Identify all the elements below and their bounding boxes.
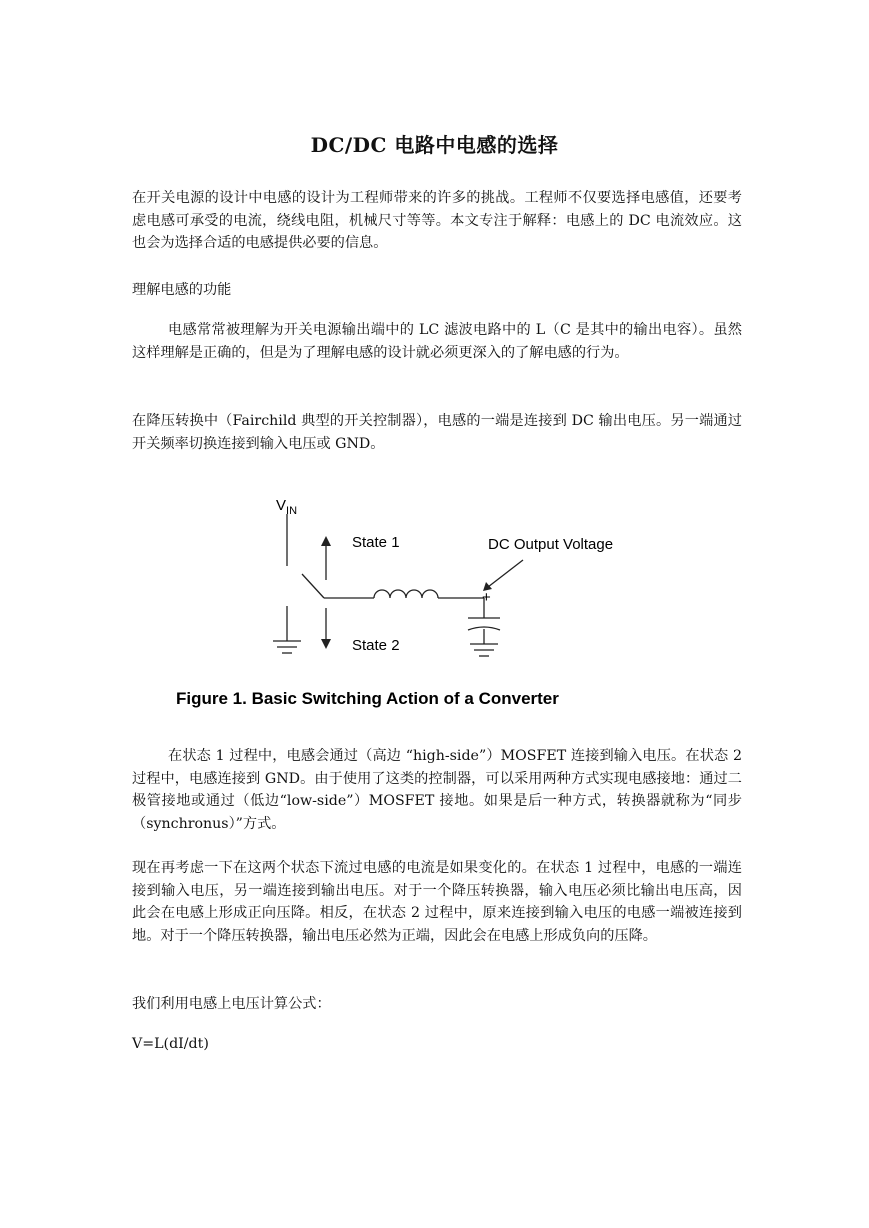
state2-label: State 2: [352, 637, 400, 654]
plus-sign: +: [482, 589, 491, 606]
formula: V=L(dI/dt): [132, 1036, 209, 1052]
switch-blade: [302, 574, 324, 598]
dc-output-label: DC Output Voltage: [488, 536, 614, 553]
paragraph-states: 在状态 1 过程中，电感会通过（高边 “high-side”）MOSFET 连接到输入电压。在状态 2 过程中，电感连接到 GND。由于使用了这类的控制器，可以采用两种方式实现电感接地：通过二极管接地或通过（低边“low-side”）MOSFET 接地。如果是后一种方式，转换器就称为“同步（synchronus）”方式。: [132, 748, 742, 832]
down-arrowhead: [321, 639, 331, 649]
switching-diagram: [176, 488, 640, 720]
vin-label: $V_{IN}$: [276, 497, 298, 517]
inductor-symbol: [374, 590, 438, 598]
output-arrow: [488, 560, 523, 587]
paragraph-formula-intro: 我们利用电感上电压计算公式：: [132, 996, 331, 1012]
state1-label: State 1: [352, 534, 400, 551]
paragraph-intro: 在开关电源的设计中电感的设计为工程师带来的许多的挑战。工程师不仅要选择电感值，还要考虑电感可承受的电流，绕线电阻，机械尺寸等等。本文专注于解释：电感上的 DC 电流效应。这也会为选择合适的电感提供必要的信息。: [132, 190, 742, 251]
paragraph-current-analysis: 现在再考虑一下在这两个状态下流过电感的电流是如果变化的。在状态 1 过程中，电感的一端连接到输入电压，另一端连接到输出电压。对于一个降压转换器，输入电压必须比输出电压高，因此会在电感上形成正向压降。相反，在状态 2 过程中，原来连接到输入电压的电感一端被连接到地。对于一个降压转换器，输出电压必然为正端，因此会在电感上形成负向的压降。: [132, 860, 742, 944]
paragraph-lc-filter: 电感常常被理解为开关电源输出端中的 LC 滤波电路中的 L（C 是其中的输出电容）。虽然这样理解是正确的，但是为了理解电感的设计就必须更深入的了解电感的行为。: [132, 322, 742, 361]
figure-caption: Figure 1. Basic Switching Action of a Converter: [176, 689, 559, 708]
paragraph-buck-conversion: 在降压转换中（Fairchild 典型的开关控制器），电感的一端是连接到 DC 输出电压。另一端通过开关频率切换连接到输入电压或 GND。: [132, 413, 742, 452]
document-title: DC/DC 电路中电感的选择: [310, 133, 559, 157]
up-arrowhead: [321, 536, 331, 546]
section-heading: 理解电感的功能: [132, 282, 232, 298]
